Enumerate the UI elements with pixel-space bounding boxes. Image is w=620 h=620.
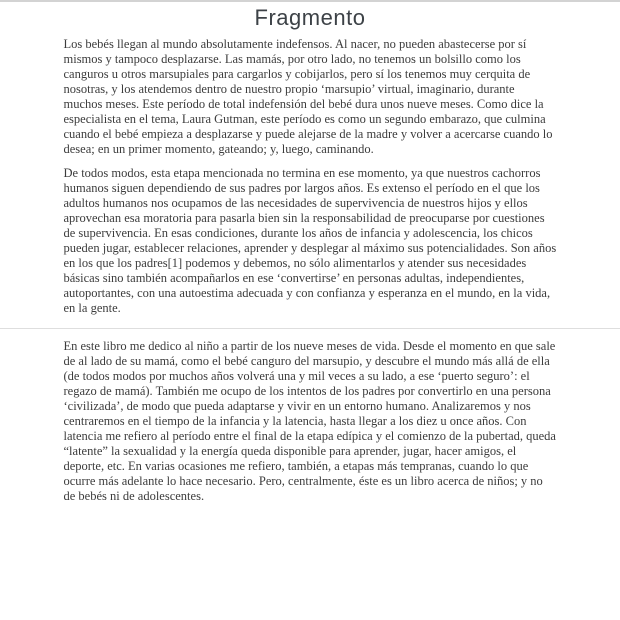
paragraph: De todos modos, esta etapa mencionada no termina en ese momento, ya que nuestros cachorros humanos siguen dependiendo de sus padres por largos años. Es extenso el período en el que los adultos humanos nos ocupamos de las necesidades de supervivencia de nuestros hijos y ellos aprovechan esa moratoria para pasarla bien sin la responsabilidad de preocuparse por cuestiones de supervivencia. En esas condiciones, durante los años de infancia y adolescencia, los chicos pueden jugar, establecer relaciones, aprender y desplegar al máximo sus potencialidades. Son años en los que los padres[1] podemos y debemos, no sólo alimentarlos y atender sus necesidades básicas sino también acompañarlos en ese ‘convertirse’ en personas adultas, independientes, autoportantes, con una autoestima adecuada y con confianza y esperanza en el mundo, en la vida, en la gente. [63,166,557,315]
paragraph: Los bebés llegan al mundo absolutamente indefensos. Al nacer, no pueden abastecerse por sí mismos y tampoco desplazarse. Las mamás, por otro lado, no tenemos un bolsillo como los canguros u otros marsupiales para cargarlos y cobijarlos, pero sí los tenemos muy cerquita de nosotras, y los atendemos dentro de nuestro propio ‘marsupio’ virtual, imaginario, durante muchos meses. Este período de total indefensión del bebé dura unos nueve meses. Como dice la especialista en el tema, Laura Gutman, este período es como un segundo embarazo, que culmina cuando el bebé empieza a desplazarse y puede alejarse de la madre y volver a acercarse cuando lo desea; en un primer momento, gateando; y, luego, caminando. [63,37,553,156]
paragraph: En este libro me dedico al niño a partir de los nueve meses de vida. Desde el momento en que sale de al lado de su mamá, como el bebé canguro del marsupio, y descubre el mundo más allá de ella (de todos modos por muchos años volverá una y mil veces a su lado, a ese ‘puerto seguro’: el regazo de mamá). También me ocupo de los intentos de los padres por convertirlo en una persona ‘civilizada’, de modo que pueda adaptarse y vivir en un entorno humano. Analizaremos y nos centraremos en el tiempo de la infancia y la latencia, hasta llegar a los diez u once años. Con latencia me refiero al período entre el final de la etapa edípica y el comienzo de la pubertad, queda “latente” la sexualidad y la energía queda disponible para aprender, jugar, hacer amigos, el deporte, etc. En varias ocasiones me refiero, también, a etapas más tempranas, cuando lo que ocurre más adelante lo hace necesario. Pero, centralmente, éste es un libro acerca de niños; y no de bebés ni de adolescentes. [63,339,556,503]
article-body [64,37,557,316]
page-title: Fragmento [254,5,366,30]
section-divider [0,328,620,329]
article-body-continued [64,339,557,504]
